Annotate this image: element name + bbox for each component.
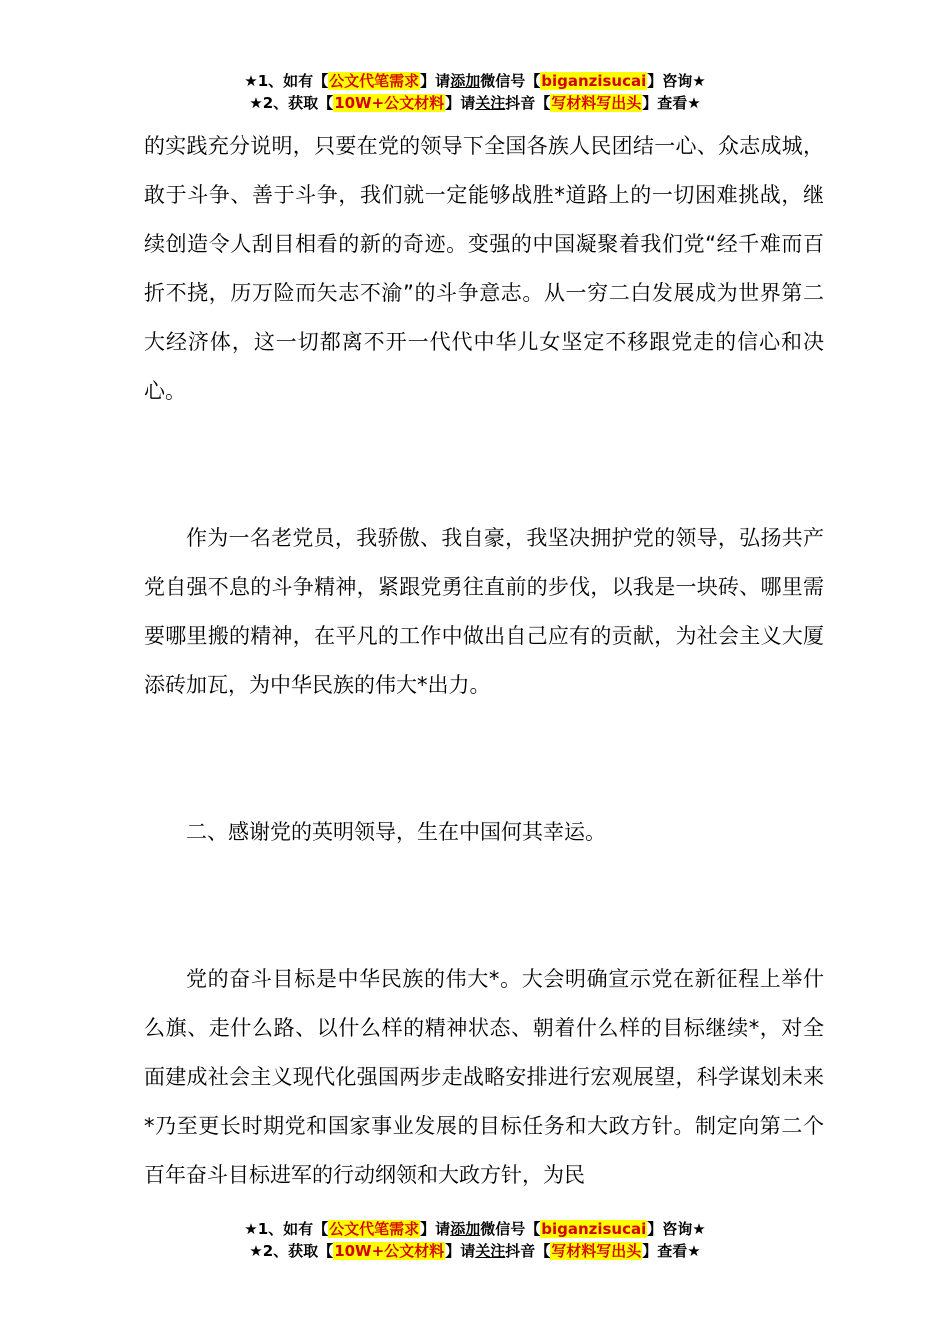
banner-underline: 添加 <box>450 1220 481 1238</box>
document-body <box>144 122 824 1200</box>
banner-line-1 <box>0 1218 950 1240</box>
banner-underline: 添加 <box>450 72 481 90</box>
banner-text: ★1、如有【 <box>244 72 329 90</box>
banner-text: 微信号【 <box>480 1220 541 1238</box>
banner-text: 微信号【 <box>480 72 541 90</box>
banner-text: 】查看★ <box>642 94 701 112</box>
banner-text: 】查看★ <box>642 1242 701 1260</box>
banner-text: 】请 <box>420 1220 451 1238</box>
banner-text: 】请 <box>420 72 451 90</box>
banner-line-1 <box>0 70 950 92</box>
banner-line-2 <box>0 92 950 114</box>
banner-text: ★2、获取【 <box>249 1242 334 1260</box>
banner-highlight: 公文代笔需求 <box>329 72 420 90</box>
header-banner <box>0 70 950 114</box>
section-heading: 二、感谢党的英明领导，生在中国何其幸运。 <box>186 820 606 844</box>
banner-highlight: 10W+公文材料 <box>334 94 445 112</box>
banner-text: 】咨询★ <box>647 1220 706 1238</box>
paragraph-4: 党的奋斗目标是中华民族的伟大*。大会明确宣示党在新征程上举什么旗、走什么路、以什么样的精神状态、朝着什么样的目标继续*，对全面建成社会主义现代化强国两步走战略安排进行宏观展望，科学谋划未来*乃至更长时期党和国家事业发展的目标任务和大政方针。制定向第二个百年奋斗目标进军的行动纲领和大政方针，为民 <box>144 967 824 1187</box>
paragraph-spacer <box>144 710 824 808</box>
banner-highlight: biganzisucai <box>541 72 647 90</box>
paragraph-1: 的实践充分说明，只要在党的领导下全国各族人民团结一心、众志成城，敢于斗争、善于斗争，我们就一定能够战胜*道路上的一切困难挑战，继续创造令人刮目相看的新的奇迹。变强的中国凝聚着我们党“经千难而百折不挠，历万险而矢志不渝”的斗争意志。从一穷二白发展成为世界第二大经济体，这一切都离不开一代代中华儿女坚定不移跟党走的信心和决心。 <box>144 134 824 403</box>
footer-banner <box>0 1218 950 1262</box>
banner-highlight: 10W+公文材料 <box>334 1242 445 1260</box>
banner-underline: 关注 <box>475 1242 506 1260</box>
banner-text: ★1、如有【 <box>244 1220 329 1238</box>
banner-text: 】请 <box>445 1242 476 1260</box>
banner-line-2 <box>0 1240 950 1262</box>
banner-highlight: 写材料写出头 <box>551 94 642 112</box>
banner-text: 】请 <box>445 94 476 112</box>
banner-highlight: biganzisucai <box>541 1220 647 1238</box>
paragraph-spacer <box>144 857 824 955</box>
banner-text: 】咨询★ <box>647 72 706 90</box>
paragraph-2: 作为一名老党员，我骄傲、我自豪，我坚决拥护党的领导，弘扬共产党自强不息的斗争精神，紧跟党勇往直前的步伐，以我是一块砖、哪里需要哪里搬的精神，在平凡的工作中做出自己应有的贡献，为社会主义大厦添砖加瓦，为中华民族的伟大*出力。 <box>144 526 824 697</box>
paragraph-spacer <box>144 416 824 514</box>
banner-highlight: 写材料写出头 <box>551 1242 642 1260</box>
banner-text: ★2、获取【 <box>249 94 334 112</box>
banner-highlight: 公文代笔需求 <box>329 1220 420 1238</box>
banner-underline: 关注 <box>475 94 506 112</box>
banner-text: 抖音【 <box>505 94 551 112</box>
banner-text: 抖音【 <box>505 1242 551 1260</box>
